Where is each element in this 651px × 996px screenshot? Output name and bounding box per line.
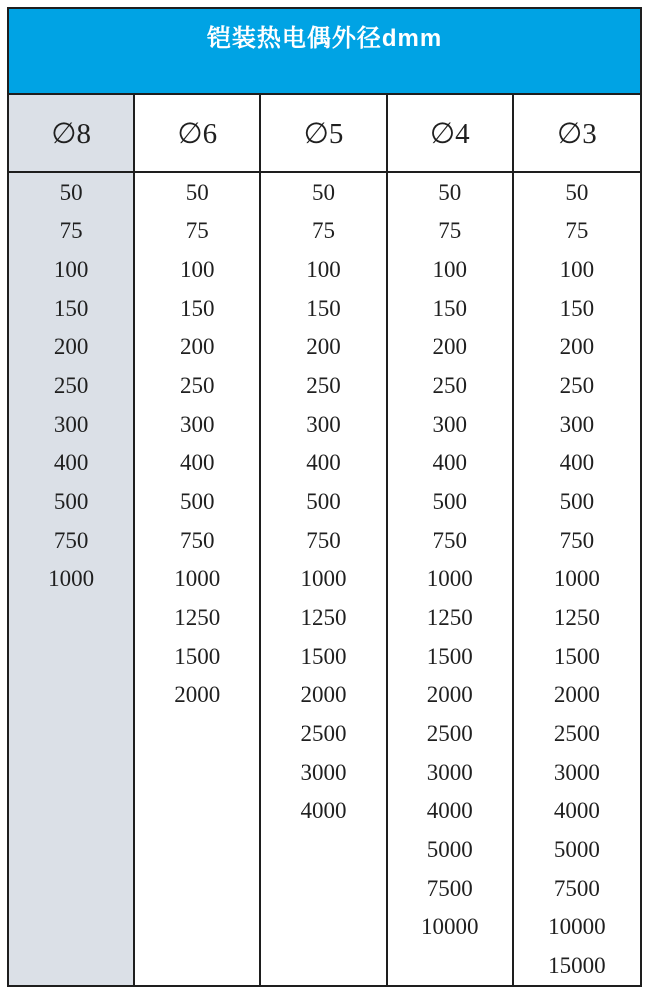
- length-value-cell: 500: [306, 489, 341, 515]
- length-value-cell: 150: [180, 295, 215, 321]
- length-value-cell: 1500: [553, 643, 600, 669]
- length-value-cell: 100: [306, 257, 341, 283]
- length-value-cell: 1250: [553, 605, 600, 631]
- length-value-cell: 75: [185, 218, 209, 244]
- length-value-cell: 300: [53, 411, 89, 437]
- length-value-cell: 400: [306, 450, 341, 476]
- length-value-cell: 750: [432, 527, 467, 553]
- length-value-cell: 250: [306, 373, 341, 399]
- length-value-cell: 10000: [548, 914, 606, 940]
- length-value-cell: 50: [311, 179, 335, 205]
- column-header-d6: ∅6: [135, 95, 261, 171]
- length-value-cell: 100: [559, 257, 595, 283]
- length-value-cell: 750: [180, 527, 215, 553]
- length-column-3: [261, 173, 387, 985]
- length-value-cell: 3000: [553, 759, 600, 785]
- length-value-cell: 4000: [426, 798, 473, 824]
- length-value-cell: 1000: [48, 566, 95, 592]
- header-row: [9, 95, 640, 173]
- length-value-cell: 300: [559, 411, 595, 437]
- length-value-cell: 200: [432, 334, 467, 360]
- length-value-cell: 5000: [426, 837, 473, 863]
- length-value-cell: 1250: [426, 605, 473, 631]
- table-body: [9, 173, 640, 985]
- length-value-cell: 100: [53, 257, 89, 283]
- length-value-cell: 50: [438, 179, 462, 205]
- length-value-cell: 50: [185, 179, 209, 205]
- length-value-cell: 1000: [174, 566, 221, 592]
- length-value-cell: 100: [432, 257, 467, 283]
- length-column-4: [388, 173, 514, 985]
- length-value-cell: 75: [311, 218, 335, 244]
- length-value-cell: 100: [180, 257, 215, 283]
- length-column-5: [514, 173, 640, 985]
- length-value-cell: 10000: [420, 914, 479, 940]
- length-value-cell: 1000: [300, 566, 347, 592]
- column-header-d8: ∅8: [9, 95, 135, 171]
- length-value-cell: 150: [306, 295, 341, 321]
- length-value-cell: 200: [306, 334, 341, 360]
- length-value-cell: 150: [559, 295, 595, 321]
- length-value-cell: 1500: [174, 643, 221, 669]
- length-value-cell: 2500: [553, 721, 600, 747]
- length-value-cell: 3000: [300, 759, 347, 785]
- column-header-d4: ∅4: [388, 95, 514, 171]
- length-value-cell: 300: [306, 411, 341, 437]
- length-value-cell: 150: [432, 295, 467, 321]
- thermocouple-diameter-table: [7, 7, 642, 987]
- length-value-cell: 2000: [553, 682, 600, 708]
- length-value-cell: 250: [432, 373, 467, 399]
- length-value-cell: 150: [53, 295, 89, 321]
- length-value-cell: 250: [559, 373, 595, 399]
- length-value-cell: 3000: [426, 759, 473, 785]
- length-value-cell: 1250: [174, 605, 221, 631]
- length-value-cell: 400: [180, 450, 215, 476]
- length-value-cell: 1000: [426, 566, 473, 592]
- length-value-cell: 200: [53, 334, 89, 360]
- length-value-cell: 7500: [553, 875, 600, 901]
- length-value-cell: 500: [432, 489, 467, 515]
- length-value-cell: 400: [432, 450, 467, 476]
- length-column-2: [135, 173, 261, 985]
- table-title: 铠装热电偶外径dmm: [9, 9, 640, 95]
- length-value-cell: 500: [559, 489, 595, 515]
- length-value-cell: 2000: [300, 682, 347, 708]
- length-value-cell: 750: [53, 527, 89, 553]
- length-value-cell: 2000: [426, 682, 473, 708]
- column-header-d3: ∅3: [514, 95, 640, 171]
- length-value-cell: 2000: [174, 682, 221, 708]
- length-value-cell: 1000: [553, 566, 600, 592]
- length-value-cell: 7500: [426, 875, 473, 901]
- length-value-cell: 250: [53, 373, 89, 399]
- column-header-d5: ∅5: [261, 95, 387, 171]
- length-value-cell: 2500: [426, 721, 473, 747]
- length-value-cell: 75: [59, 218, 83, 244]
- length-value-cell: 250: [180, 373, 215, 399]
- length-value-cell: 400: [53, 450, 89, 476]
- length-value-cell: 75: [438, 218, 462, 244]
- length-value-cell: 200: [559, 334, 595, 360]
- length-value-cell: 75: [565, 218, 589, 244]
- length-value-cell: 750: [306, 527, 341, 553]
- length-value-cell: 50: [59, 179, 83, 205]
- length-value-cell: 750: [559, 527, 595, 553]
- length-value-cell: 300: [432, 411, 467, 437]
- length-value-cell: 1250: [300, 605, 347, 631]
- length-value-cell: 4000: [300, 798, 347, 824]
- length-column-1: [9, 173, 135, 985]
- length-value-cell: 300: [180, 411, 215, 437]
- length-value-cell: 500: [53, 489, 89, 515]
- length-value-cell: 2500: [300, 721, 347, 747]
- length-value-cell: 200: [180, 334, 215, 360]
- length-value-cell: 500: [180, 489, 215, 515]
- length-value-cell: 400: [559, 450, 595, 476]
- length-value-cell: 1500: [426, 643, 473, 669]
- length-value-cell: 5000: [553, 837, 600, 863]
- length-value-cell: 15000: [548, 953, 606, 979]
- length-value-cell: 4000: [553, 798, 600, 824]
- length-value-cell: 1500: [300, 643, 347, 669]
- length-value-cell: 50: [565, 179, 589, 205]
